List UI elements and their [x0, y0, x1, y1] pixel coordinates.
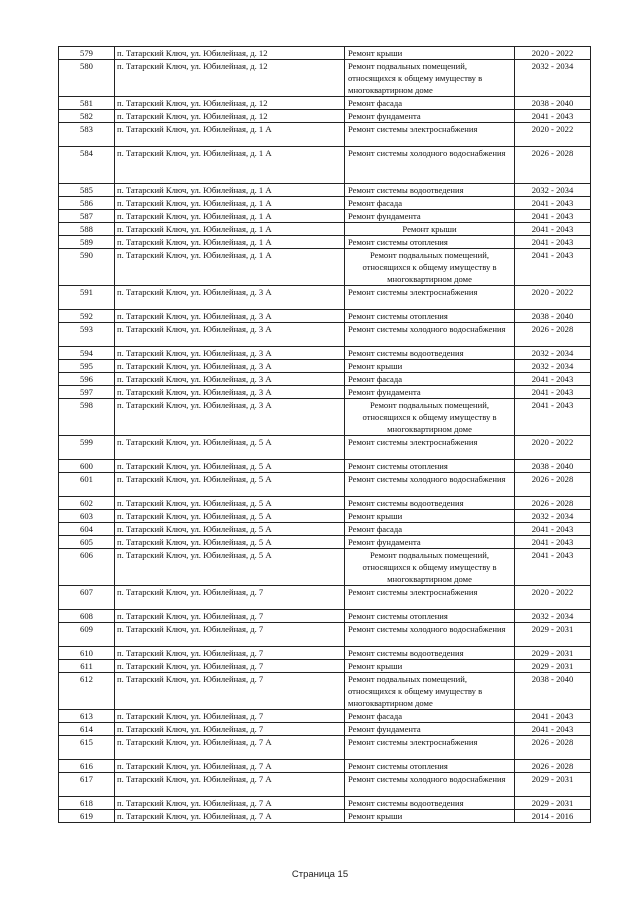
- period-cell: 2041 - 2043: [515, 223, 591, 236]
- period-cell: 2041 - 2043: [515, 197, 591, 210]
- table-row: [59, 97, 591, 110]
- address-cell: п. Татарский Ключ, ул. Юбилейная, д. 5 А: [115, 436, 345, 460]
- work-type-cell: Ремонт системы отопления: [345, 460, 515, 473]
- work-type-cell: Ремонт системы холодного водоснабжения: [345, 473, 515, 497]
- work-type-cell: Ремонт фасада: [345, 373, 515, 386]
- address-cell: п. Татарский Ключ, ул. Юбилейная, д. 1 А: [115, 249, 345, 286]
- address-cell: п. Татарский Ключ, ул. Юбилейная, д. 12: [115, 110, 345, 123]
- period-cell: 2041 - 2043: [515, 110, 591, 123]
- row-number: 585: [59, 184, 115, 197]
- period-cell: 2032 - 2034: [515, 60, 591, 97]
- period-cell: 2038 - 2040: [515, 673, 591, 710]
- period-cell: 2026 - 2028: [515, 473, 591, 497]
- table-row: [59, 360, 591, 373]
- table-row: [59, 436, 591, 460]
- period-cell: 2041 - 2043: [515, 723, 591, 736]
- period-cell: 2038 - 2040: [515, 310, 591, 323]
- row-number: 591: [59, 286, 115, 310]
- row-number: 594: [59, 347, 115, 360]
- period-cell: 2041 - 2043: [515, 549, 591, 586]
- work-type-cell: Ремонт крыши: [345, 510, 515, 523]
- row-number: 596: [59, 373, 115, 386]
- work-type-cell: Ремонт подвальных помещений, относящихся к общему имуществу в многоквартирном доме: [345, 399, 515, 436]
- address-cell: п. Татарский Ключ, ул. Юбилейная, д. 5 А: [115, 510, 345, 523]
- works-table: [58, 46, 591, 823]
- page-number: Страница 15: [291, 869, 349, 880]
- period-cell: 2032 - 2034: [515, 360, 591, 373]
- period-cell: 2032 - 2034: [515, 184, 591, 197]
- period-cell: 2020 - 2022: [515, 436, 591, 460]
- table-row: [59, 399, 591, 436]
- work-type-cell: Ремонт системы отопления: [345, 760, 515, 773]
- row-number: 598: [59, 399, 115, 436]
- row-number: 590: [59, 249, 115, 286]
- row-number: 612: [59, 673, 115, 710]
- work-type-cell: Ремонт системы электроснабжения: [345, 123, 515, 147]
- table-row: [59, 797, 591, 810]
- table-row: [59, 47, 591, 60]
- work-type-cell: Ремонт подвальных помещений, относящихся к общему имуществу в многоквартирном доме: [345, 249, 515, 286]
- address-cell: п. Татарский Ключ, ул. Юбилейная, д. 7: [115, 610, 345, 623]
- period-cell: 2041 - 2043: [515, 536, 591, 549]
- row-number: 579: [59, 47, 115, 60]
- row-number: 614: [59, 723, 115, 736]
- period-cell: 2041 - 2043: [515, 523, 591, 536]
- row-number: 613: [59, 710, 115, 723]
- address-cell: п. Татарский Ключ, ул. Юбилейная, д. 1 А: [115, 210, 345, 223]
- period-cell: 2041 - 2043: [515, 386, 591, 399]
- period-cell: 2041 - 2043: [515, 210, 591, 223]
- work-type-cell: Ремонт системы электроснабжения: [345, 436, 515, 460]
- period-cell: 2029 - 2031: [515, 773, 591, 797]
- row-number: 588: [59, 223, 115, 236]
- work-type-cell: Ремонт крыши: [345, 47, 515, 60]
- row-number: 606: [59, 549, 115, 586]
- work-type-cell: Ремонт крыши: [345, 223, 515, 236]
- address-cell: п. Татарский Ключ, ул. Юбилейная, д. 7: [115, 586, 345, 610]
- address-cell: п. Татарский Ключ, ул. Юбилейная, д. 7: [115, 623, 345, 647]
- table-row: [59, 773, 591, 797]
- work-type-cell: Ремонт системы отопления: [345, 310, 515, 323]
- table-row: [59, 710, 591, 723]
- row-number: 619: [59, 810, 115, 823]
- address-cell: п. Татарский Ключ, ул. Юбилейная, д. 12: [115, 60, 345, 97]
- period-cell: 2029 - 2031: [515, 660, 591, 673]
- row-number: 608: [59, 610, 115, 623]
- table-row: [59, 536, 591, 549]
- table-row: [59, 647, 591, 660]
- row-number: 601: [59, 473, 115, 497]
- work-type-cell: Ремонт системы водоотведения: [345, 797, 515, 810]
- period-cell: 2029 - 2031: [515, 797, 591, 810]
- row-number: 595: [59, 360, 115, 373]
- address-cell: п. Татарский Ключ, ул. Юбилейная, д. 5 А: [115, 460, 345, 473]
- address-cell: п. Татарский Ключ, ул. Юбилейная, д. 5 А: [115, 523, 345, 536]
- work-type-cell: Ремонт системы водоотведения: [345, 347, 515, 360]
- address-cell: п. Татарский Ключ, ул. Юбилейная, д. 7: [115, 710, 345, 723]
- table-row: [59, 586, 591, 610]
- period-cell: 2038 - 2040: [515, 97, 591, 110]
- work-type-cell: Ремонт подвальных помещений, относящихся к общему имуществу в многоквартирном доме: [345, 549, 515, 586]
- work-type-cell: Ремонт системы холодного водоснабжения: [345, 623, 515, 647]
- address-cell: п. Татарский Ключ, ул. Юбилейная, д. 7: [115, 660, 345, 673]
- address-cell: п. Татарский Ключ, ул. Юбилейная, д. 1 А: [115, 236, 345, 249]
- address-cell: п. Татарский Ключ, ул. Юбилейная, д. 7: [115, 673, 345, 710]
- table-row: [59, 673, 591, 710]
- work-type-cell: Ремонт фундамента: [345, 386, 515, 399]
- row-number: 581: [59, 97, 115, 110]
- period-cell: 2041 - 2043: [515, 249, 591, 286]
- works-table-body: [59, 47, 591, 823]
- table-row: [59, 147, 591, 184]
- address-cell: п. Татарский Ключ, ул. Юбилейная, д. 3 А: [115, 386, 345, 399]
- row-number: 615: [59, 736, 115, 760]
- address-cell: п. Татарский Ключ, ул. Юбилейная, д. 1 А: [115, 197, 345, 210]
- table-row: [59, 123, 591, 147]
- address-cell: п. Татарский Ключ, ул. Юбилейная, д. 5 А: [115, 549, 345, 586]
- period-cell: 2020 - 2022: [515, 286, 591, 310]
- table-row: [59, 223, 591, 236]
- work-type-cell: Ремонт системы холодного водоснабжения: [345, 147, 515, 184]
- period-cell: 2020 - 2022: [515, 47, 591, 60]
- work-type-cell: Ремонт крыши: [345, 660, 515, 673]
- table-row: [59, 736, 591, 760]
- work-type-cell: Ремонт фасада: [345, 710, 515, 723]
- address-cell: п. Татарский Ключ, ул. Юбилейная, д. 7 А: [115, 760, 345, 773]
- row-number: 583: [59, 123, 115, 147]
- period-cell: 2026 - 2028: [515, 147, 591, 184]
- row-number: 604: [59, 523, 115, 536]
- address-cell: п. Татарский Ключ, ул. Юбилейная, д. 3 А: [115, 310, 345, 323]
- address-cell: п. Татарский Ключ, ул. Юбилейная, д. 7 А: [115, 810, 345, 823]
- period-cell: 2038 - 2040: [515, 460, 591, 473]
- work-type-cell: Ремонт подвальных помещений, относящихся к общему имуществу в многоквартирном доме: [345, 60, 515, 97]
- address-cell: п. Татарский Ключ, ул. Юбилейная, д. 3 А: [115, 399, 345, 436]
- work-type-cell: Ремонт фундамента: [345, 536, 515, 549]
- row-number: 584: [59, 147, 115, 184]
- table-row: [59, 473, 591, 497]
- address-cell: п. Татарский Ключ, ул. Юбилейная, д. 5 А: [115, 536, 345, 549]
- table-row: [59, 760, 591, 773]
- address-cell: п. Татарский Ключ, ул. Юбилейная, д. 1 А: [115, 147, 345, 184]
- table-row: [59, 810, 591, 823]
- work-type-cell: Ремонт системы электроснабжения: [345, 586, 515, 610]
- work-type-cell: Ремонт системы водоотведения: [345, 497, 515, 510]
- table-row: [59, 610, 591, 623]
- address-cell: п. Татарский Ключ, ул. Юбилейная, д. 7 А: [115, 736, 345, 760]
- row-number: 607: [59, 586, 115, 610]
- table-row: [59, 347, 591, 360]
- table-row: [59, 197, 591, 210]
- work-type-cell: Ремонт фундамента: [345, 110, 515, 123]
- work-type-cell: Ремонт системы отопления: [345, 236, 515, 249]
- table-row: [59, 386, 591, 399]
- period-cell: 2026 - 2028: [515, 497, 591, 510]
- row-number: 611: [59, 660, 115, 673]
- row-number: 603: [59, 510, 115, 523]
- table-row: [59, 523, 591, 536]
- work-type-cell: Ремонт системы водоотведения: [345, 647, 515, 660]
- work-type-cell: Ремонт системы холодного водоснабжения: [345, 323, 515, 347]
- work-type-cell: Ремонт фундамента: [345, 723, 515, 736]
- work-type-cell: Ремонт системы электроснабжения: [345, 736, 515, 760]
- address-cell: п. Татарский Ключ, ул. Юбилейная, д. 7 А: [115, 773, 345, 797]
- address-cell: п. Татарский Ключ, ул. Юбилейная, д. 3 А: [115, 323, 345, 347]
- work-type-cell: Ремонт фасада: [345, 197, 515, 210]
- table-row: [59, 623, 591, 647]
- address-cell: п. Татарский Ключ, ул. Юбилейная, д. 3 А: [115, 286, 345, 310]
- table-row: [59, 60, 591, 97]
- address-cell: п. Татарский Ключ, ул. Юбилейная, д. 7: [115, 723, 345, 736]
- period-cell: 2026 - 2028: [515, 323, 591, 347]
- address-cell: п. Татарский Ключ, ул. Юбилейная, д. 7 А: [115, 797, 345, 810]
- table-row: [59, 460, 591, 473]
- table-row: [59, 236, 591, 249]
- row-number: 605: [59, 536, 115, 549]
- period-cell: 2026 - 2028: [515, 736, 591, 760]
- address-cell: п. Татарский Ключ, ул. Юбилейная, д. 3 А: [115, 360, 345, 373]
- work-type-cell: Ремонт фасада: [345, 97, 515, 110]
- row-number: 582: [59, 110, 115, 123]
- table-row: [59, 210, 591, 223]
- table-row: [59, 310, 591, 323]
- address-cell: п. Татарский Ключ, ул. Юбилейная, д. 1 А: [115, 184, 345, 197]
- table-row: [59, 110, 591, 123]
- work-type-cell: Ремонт подвальных помещений, относящихся к общему имуществу в многоквартирном доме: [345, 673, 515, 710]
- work-type-cell: Ремонт фасада: [345, 523, 515, 536]
- row-number: 617: [59, 773, 115, 797]
- table-row: [59, 249, 591, 286]
- table-row: [59, 373, 591, 386]
- period-cell: 2032 - 2034: [515, 347, 591, 360]
- table-row: [59, 723, 591, 736]
- period-cell: 2014 - 2016: [515, 810, 591, 823]
- row-number: 592: [59, 310, 115, 323]
- address-cell: п. Татарский Ключ, ул. Юбилейная, д. 7: [115, 647, 345, 660]
- period-cell: 2026 - 2028: [515, 760, 591, 773]
- work-type-cell: Ремонт системы электроснабжения: [345, 286, 515, 310]
- table-row: [59, 510, 591, 523]
- table-row: [59, 497, 591, 510]
- table-row: [59, 286, 591, 310]
- work-type-cell: Ремонт системы отопления: [345, 610, 515, 623]
- work-type-cell: Ремонт фундамента: [345, 210, 515, 223]
- row-number: 600: [59, 460, 115, 473]
- period-cell: 2020 - 2022: [515, 586, 591, 610]
- row-number: 599: [59, 436, 115, 460]
- address-cell: п. Татарский Ключ, ул. Юбилейная, д. 3 А: [115, 347, 345, 360]
- address-cell: п. Татарский Ключ, ул. Юбилейная, д. 5 А: [115, 497, 345, 510]
- address-cell: п. Татарский Ключ, ул. Юбилейная, д. 5 А: [115, 473, 345, 497]
- row-number: 587: [59, 210, 115, 223]
- row-number: 610: [59, 647, 115, 660]
- work-type-cell: Ремонт крыши: [345, 810, 515, 823]
- address-cell: п. Татарский Ключ, ул. Юбилейная, д. 12: [115, 97, 345, 110]
- period-cell: 2041 - 2043: [515, 236, 591, 249]
- period-cell: 2041 - 2043: [515, 399, 591, 436]
- row-number: 580: [59, 60, 115, 97]
- period-cell: 2020 - 2022: [515, 123, 591, 147]
- period-cell: 2041 - 2043: [515, 710, 591, 723]
- period-cell: 2029 - 2031: [515, 647, 591, 660]
- address-cell: п. Татарский Ключ, ул. Юбилейная, д. 1 А: [115, 123, 345, 147]
- row-number: 602: [59, 497, 115, 510]
- row-number: 586: [59, 197, 115, 210]
- work-type-cell: Ремонт крыши: [345, 360, 515, 373]
- address-cell: п. Татарский Ключ, ул. Юбилейная, д. 12: [115, 47, 345, 60]
- row-number: 597: [59, 386, 115, 399]
- row-number: 593: [59, 323, 115, 347]
- table-row: [59, 184, 591, 197]
- table-row: [59, 323, 591, 347]
- row-number: 618: [59, 797, 115, 810]
- period-cell: 2032 - 2034: [515, 610, 591, 623]
- row-number: 609: [59, 623, 115, 647]
- table-row: [59, 660, 591, 673]
- period-cell: 2032 - 2034: [515, 510, 591, 523]
- work-type-cell: Ремонт системы водоотведения: [345, 184, 515, 197]
- address-cell: п. Татарский Ключ, ул. Юбилейная, д. 1 А: [115, 223, 345, 236]
- work-type-cell: Ремонт системы холодного водоснабжения: [345, 773, 515, 797]
- row-number: 616: [59, 760, 115, 773]
- address-cell: п. Татарский Ключ, ул. Юбилейная, д. 3 А: [115, 373, 345, 386]
- period-cell: 2041 - 2043: [515, 373, 591, 386]
- table-row: [59, 549, 591, 586]
- period-cell: 2029 - 2031: [515, 623, 591, 647]
- row-number: 589: [59, 236, 115, 249]
